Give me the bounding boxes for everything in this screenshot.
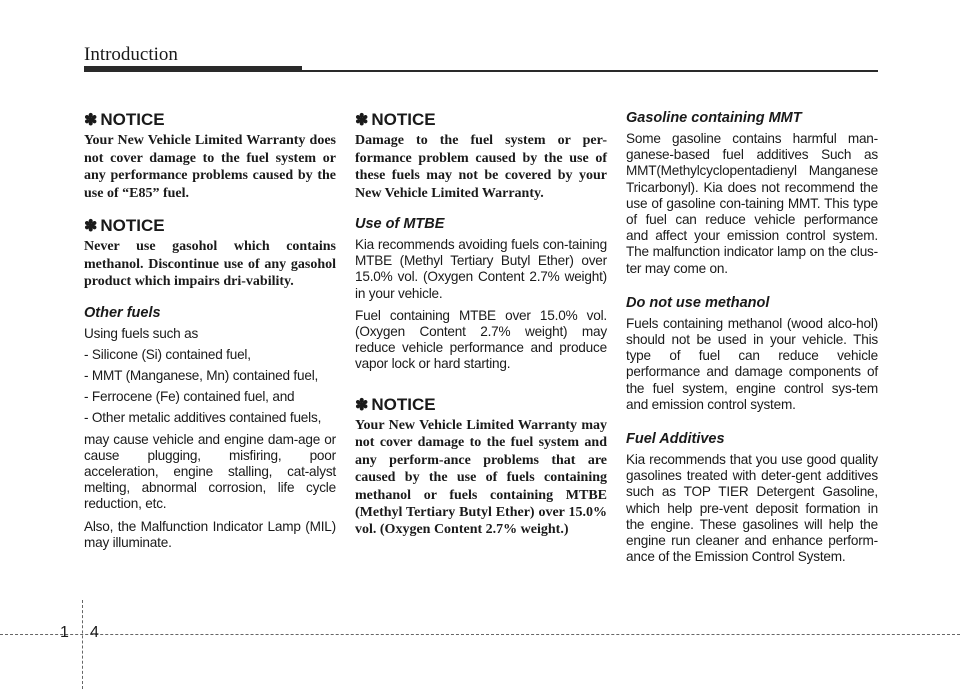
list-item: - Other metalic additives contained fuels, xyxy=(84,410,322,426)
notice-body: Your New Vehicle Limited Warranty may not cover damage to the fuel system and any perform-ance problems that are caused by the use of fuels containing methanol or fuels containing MTBE (Methyl Tertiary Butyl Ether) over 15.0% vol. (Oxygen Content 2.7% weight.) xyxy=(355,418,607,538)
section-heading-methanol: Do not use methanol xyxy=(626,294,770,311)
notice-star-icon: ✽ xyxy=(355,112,369,129)
notice-heading: ✽ NOTICE xyxy=(355,110,436,129)
paragraph: Kia recommends that you use good quality gasolines treated with deter-gent additives such as TOP TIER Detergent Gasoline, which help pre-vent deposit formation in the engine. These gasolines will help the engine run cleaner and enhance perform-ance of the Emission Control System. xyxy=(626,452,878,565)
column-middle xyxy=(355,110,607,553)
paragraph: may cause vehicle and engine dam-age or cause plugging, misfiring, poor acceleration, engine stalling, cat-alyst melting, abnormal corrosion, life cycle reduction, etc. xyxy=(84,431,336,512)
list-item: - Silicone (Si) contained fuel, xyxy=(84,346,251,362)
column-left xyxy=(84,110,336,557)
paragraph: Some gasoline contains harmful man-ganese-based fuel additives Such as MMT(Methylcyclopentadienyl Manganese Tricarbonyl). Kia does not recommend the use of gasoline con-taining MMT. This type of fuel can reduce vehicle performance and affect your emission control system. The malfunction indicator lamp on the clus-ter may come on. xyxy=(626,131,878,276)
page-header-title: Introduction xyxy=(84,44,178,65)
paragraph: Kia recommends avoiding fuels con-taining MTBE (Methyl Tertiary Butyl Ether) over 15.0% vol. (Oxygen Content 2.7% weight) in your vehicle. xyxy=(355,237,607,301)
paragraph: Using fuels such as xyxy=(84,325,199,341)
paragraph: Fuel containing MTBE over 15.0% vol. (Oxygen Content 2.7% weight) may reduce vehicle performance and produce vapor lock or hard starting. xyxy=(355,307,607,372)
list-item: - Ferrocene (Fe) contained fuel, and xyxy=(84,389,295,405)
notice-star-icon: ✽ xyxy=(84,218,98,236)
fuel-list xyxy=(84,347,336,427)
notice-body: Never use gasohol which contains methanol. Discontinue use of any gasohol product which impairs dri-vability. xyxy=(84,239,336,290)
crop-line-horizontal xyxy=(0,634,960,635)
section-heading-other-fuels: Other fuels xyxy=(84,304,161,321)
page-number: 4 xyxy=(90,624,99,641)
notice-heading: ✽ NOTICE xyxy=(84,110,165,129)
notice-body: Your New Vehicle Limited Warranty does not cover damage to the fuel system or any performance problems caused by the use of “E85” fuel. xyxy=(84,133,336,201)
notice-heading: ✽ NOTICE xyxy=(84,216,165,236)
list-item: - MMT (Manganese, Mn) contained fuel, xyxy=(84,368,319,384)
notice-star-icon: ✽ xyxy=(84,112,98,129)
section-number: 1 xyxy=(60,624,69,641)
section-heading-mmt: Gasoline containing MMT xyxy=(626,110,802,126)
header-rule-thin xyxy=(302,70,878,72)
section-heading-fuel-additives: Fuel Additives xyxy=(626,431,725,448)
paragraph: Fuels containing methanol (wood alco-hol) should not be used in your vehicle. This type of fuel can reduce vehicle performance and damage components of the fuel system, engine control sys-tem and emission control system. xyxy=(626,315,878,412)
paragraph: Also, the Malfunction Indicator Lamp (MIL) may illuminate. xyxy=(84,518,336,550)
notice-body: Damage to the fuel system or per-formance problem caused by the use of these fuels may not be covered by your New Vehicle Limited Warranty. xyxy=(355,133,607,201)
notice-heading: ✽ NOTICE xyxy=(355,394,436,414)
column-right xyxy=(626,110,878,571)
notice-star-icon: ✽ xyxy=(355,396,369,414)
section-heading-mtbe: Use of MTBE xyxy=(355,216,445,233)
header-rule-thick xyxy=(84,66,302,72)
crop-line-vertical xyxy=(82,600,83,689)
